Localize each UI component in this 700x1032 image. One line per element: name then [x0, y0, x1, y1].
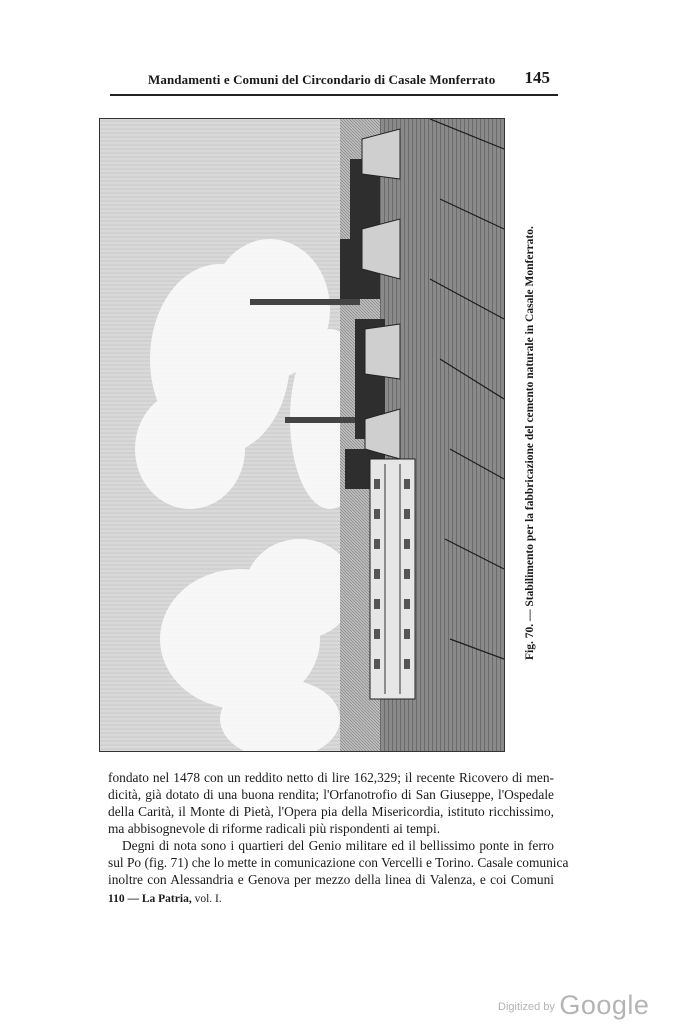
- text-line: fondato nel 1478 con un reddito netto di lire 162,329; il recente Ricovero di men-: [108, 770, 554, 785]
- text-line: della Carità, il Monte di Pietà, l'Opera pia della Misericordia, istituto ricchissimo,: [108, 804, 554, 819]
- factory-engraving: [100, 119, 504, 751]
- watermark-prefix: Digitized by: [498, 1001, 555, 1013]
- text-line: sul Po (fig. 71) che lo mette in comunicazione con Vercelli e Torino. Casale comunica: [108, 855, 569, 870]
- signature-line: [108, 893, 222, 905]
- body-text: [108, 769, 569, 888]
- header-rule: [110, 94, 558, 96]
- running-title: Mandamenti e Comuni del Circondario di Casale Monferrato: [148, 72, 496, 87]
- digitized-watermark: [498, 990, 649, 1021]
- text-line: dicità, già dotato di una buona rendita; l'Orfanotrofio di San Giuseppe, l'Ospedale: [108, 787, 554, 802]
- figure-caption: Fig. 70. — Stabilimento per la fabbricazione del cemento naturale in Casale Monferrato.: [524, 226, 536, 660]
- text-line: Degni di nota sono i quartieri del Genio militare ed il bellissimo ponte in ferro: [122, 838, 554, 853]
- page-number: 145: [524, 68, 550, 87]
- text-line: inoltre con Alessandria e Genova per mezzo della linea di Valenza, e coi Comuni: [108, 872, 554, 887]
- paragraph-2: [108, 837, 569, 888]
- volume-label: vol. I.: [194, 893, 222, 905]
- text-line: ma abbisognevole di riforme radicali più rispondenti ai tempi.: [108, 821, 441, 836]
- signature-mark: 110 — La Patria,: [108, 893, 192, 905]
- paragraph-1: [108, 769, 554, 837]
- google-logo: Google: [559, 990, 650, 1020]
- running-header: [110, 64, 558, 94]
- engraving-plate: [99, 118, 505, 752]
